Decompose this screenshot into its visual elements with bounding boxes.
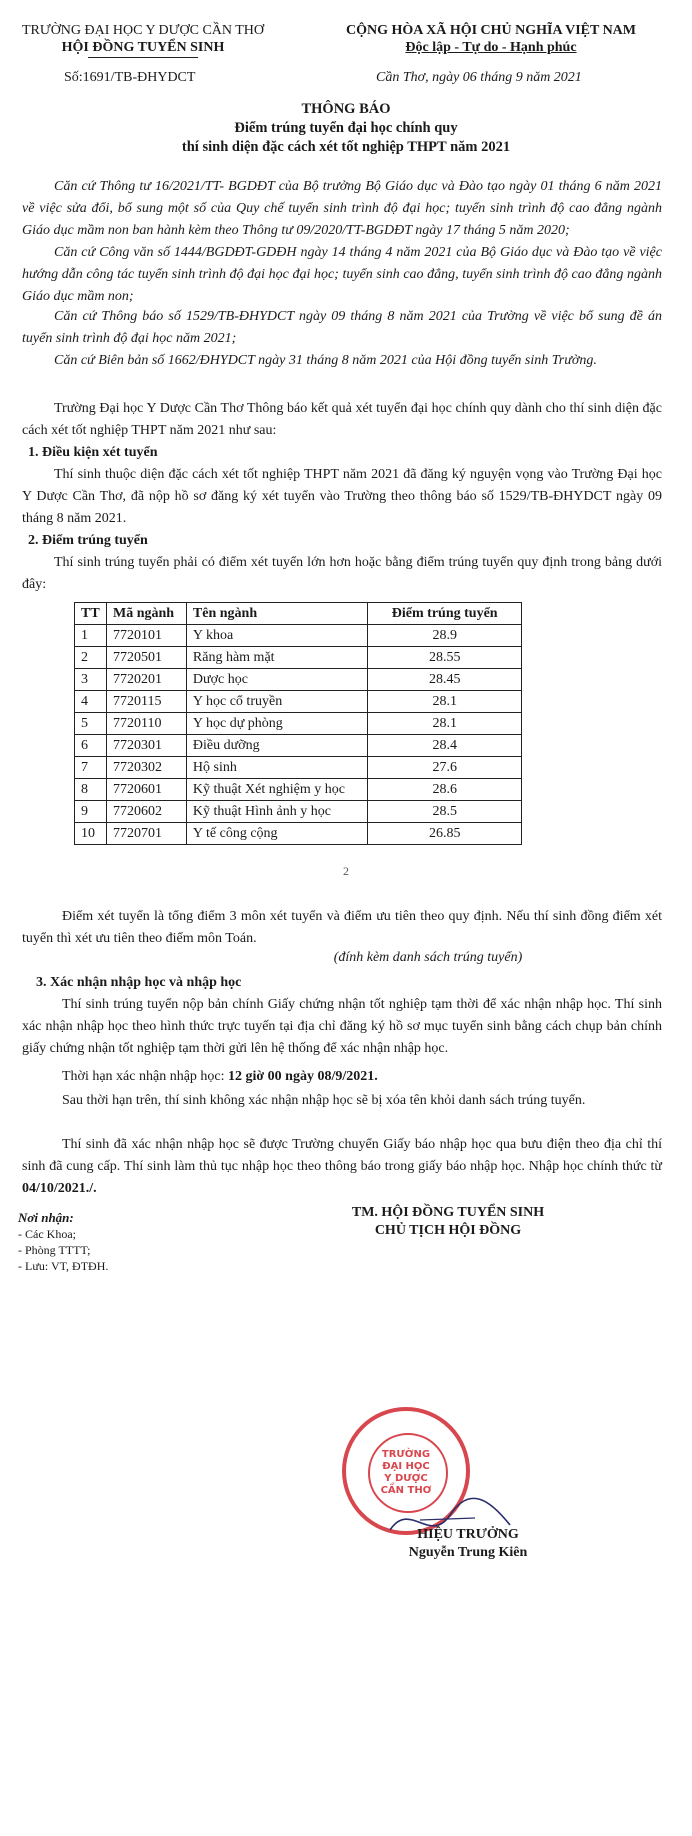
cell-major: Y học cổ truyền xyxy=(186,691,367,713)
seal-text-2: ĐẠI HỌC xyxy=(382,1461,430,1472)
intro-paragraph: Trường Đại học Y Dược Cần Thơ Thông báo kết quả xét tuyển đại học chính quy dành cho thí sinh diện đặc cách xét tốt nghiệp THPT năm 2021 như sau: xyxy=(22,401,662,438)
cell-score: 28.9 xyxy=(368,625,522,647)
col-header-score: Điểm trúng tuyển xyxy=(368,603,522,625)
section-3-para-3 xyxy=(22,1134,662,1200)
cell-score: 28.1 xyxy=(368,691,522,713)
table-row xyxy=(75,647,522,669)
col-header-no: TT xyxy=(75,603,107,625)
basis-1: Căn cứ Thông tư 16/2021/TT- BGDĐT của Bộ trưởng Bộ Giáo dục và Đào tạo ngày 01 tháng 6 năm 2021 về việc sửa đổi, bổ sung một số của Quy chế tuyển sinh trình độ đại học; tuyển sinh trình độ cao đẳng ngành Giáo dục mầm non ban hành kèm theo Thông tư 09/2020/TT-BGDĐT ngày 17 tháng 5 năm 2020; xyxy=(22,179,662,238)
cell-no: 2 xyxy=(75,647,107,669)
table-row xyxy=(75,713,522,735)
cell-code: 7720301 xyxy=(106,735,186,757)
score-note: Điểm xét tuyển là tổng điểm 3 môn xét tuyển và điểm ưu tiên theo quy định. Nếu thí sinh đồng điểm xét tuyển thì xét ưu tiên theo điểm môn Toán. xyxy=(22,909,662,946)
cell-major: Y tế công cộng xyxy=(186,823,367,845)
cell-code: 7720115 xyxy=(106,691,186,713)
cell-score: 28.6 xyxy=(368,779,522,801)
col-header-code: Mã ngành xyxy=(106,603,186,625)
country-name: CỘNG HÒA XÃ HỘI CHỦ NGHĨA VIỆT NAM xyxy=(345,23,636,38)
seal-text-1: TRƯỜNG xyxy=(381,1449,431,1460)
cell-score: 28.5 xyxy=(368,801,522,823)
cell-score: 28.1 xyxy=(368,713,522,735)
cell-major: Kỹ thuật Hình ảnh y học xyxy=(186,801,367,823)
basis-2: Căn cứ Công văn số 1444/BGDĐT-GDĐH ngày 14 tháng 4 năm 2021 của Bộ Giáo dục và Đào tạo về việc hướng dẫn công tác tuyển sinh trình độ đại học đại học; tuyển sinh cao đẳng, tuyển sinh trình độ cao đẳng ngành Giáo dục mầm non; xyxy=(22,245,662,304)
cell-score: 26.85 xyxy=(368,823,522,845)
table-row xyxy=(75,691,522,713)
table-row xyxy=(75,625,522,647)
seal-text-4: CẦN THƠ xyxy=(380,1485,432,1496)
cell-code: 7720302 xyxy=(106,757,186,779)
cell-no: 6 xyxy=(75,735,107,757)
cell-score: 28.45 xyxy=(368,669,522,691)
cell-code: 7720201 xyxy=(106,669,186,691)
cell-major: Điều dưỡng xyxy=(186,735,367,757)
table-row xyxy=(75,801,522,823)
recipients-block xyxy=(18,1210,108,1274)
cell-no: 3 xyxy=(75,669,107,691)
signature-line-1: TM. HỘI ĐỒNG TUYỂN SINH xyxy=(351,1205,545,1220)
table-header-row xyxy=(75,603,522,625)
cell-code: 7720501 xyxy=(106,647,186,669)
section-3-heading: 3. Xác nhận nhập học và nhập học xyxy=(36,975,242,990)
section-1-body: Thí sinh thuộc diện đặc cách xét tốt nghiệp THPT năm 2021 đã đăng ký nguyện vọng vào Trường Đại học Y Dược Cần Thơ, đã nộp hồ sơ đăng ký xét tuyển vào Trường theo thông báo số 1529/TB-ĐHYDCT ngày 09 tháng 8 năm 2021. xyxy=(22,467,662,526)
cell-score: 28.4 xyxy=(368,735,522,757)
signer-name: Nguyễn Trung Kiên xyxy=(408,1545,528,1560)
cell-no: 9 xyxy=(75,801,107,823)
section-1-heading: 1. Điều kiện xét tuyển xyxy=(28,445,158,460)
cell-code: 7720602 xyxy=(106,801,186,823)
table-row xyxy=(75,823,522,845)
doc-number: Số:1691/TB-ĐHYDCT xyxy=(64,70,196,85)
signer-title: HIỆU TRƯỞNG xyxy=(417,1527,519,1542)
recipient-item: - Phòng TTTT; xyxy=(18,1243,91,1257)
cell-no: 7 xyxy=(75,757,107,779)
council-name: HỘI ĐỒNG TUYỂN SINH xyxy=(61,40,225,55)
cell-no: 10 xyxy=(75,823,107,845)
cell-major: Y khoa xyxy=(186,625,367,647)
section-2-body: Thí sinh trúng tuyển phải có điểm xét tuyển lớn hơn hoặc bằng điểm trúng tuyển quy định trong bảng dưới đây: xyxy=(22,555,662,592)
page-number: 2 xyxy=(343,864,349,878)
basis-3: Căn cứ Thông báo số 1529/TB-ĐHYDCT ngày 09 tháng 8 năm 2021 của Trường về việc bổ sung đề án tuyển sinh trình độ đại học năm 2021; xyxy=(22,309,662,346)
signature-line-2: CHỦ TỊCH HỘI ĐỒNG xyxy=(374,1223,522,1238)
school-name: TRƯỜNG ĐẠI HỌC Y DƯỢC CẦN THƠ xyxy=(21,23,265,38)
seal-text-3: Y DƯỢC xyxy=(384,1473,428,1484)
section-3-para-2: Sau thời hạn trên, thí sinh không xác nhận nhập học sẽ bị xóa tên khỏi danh sách trúng tuyển. xyxy=(62,1093,586,1108)
deadline-label: Thời hạn xác nhận nhập học: xyxy=(62,1069,229,1084)
section-3-para-1: Thí sinh trúng tuyển nộp bản chính Giấy chứng nhận tốt nghiệp tạm thời để xác nhận nhập học. Thí sinh xác nhận nhập học theo hình thức trực tuyến tại địa chỉ đăng ký hồ sơ mục tuyển sinh bằng cách chụp bản chính giấy chứng nhận tốt nghiệp tạm thời gửi lên hệ thống để xác nhận nhập học. xyxy=(22,997,662,1056)
cell-major: Hộ sinh xyxy=(186,757,367,779)
recipient-item: - Lưu: VT, ĐTĐH. xyxy=(18,1259,109,1273)
deadline-line xyxy=(22,1066,662,1088)
official-date: 04/10/2021./. xyxy=(22,1181,97,1196)
admission-score-table xyxy=(74,602,522,845)
cell-major: Y học dự phòng xyxy=(186,713,367,735)
cell-no: 4 xyxy=(75,691,107,713)
table-row xyxy=(75,669,522,691)
cell-code: 7720601 xyxy=(106,779,186,801)
table-row xyxy=(75,779,522,801)
cell-no: 1 xyxy=(75,625,107,647)
cell-code: 7720701 xyxy=(106,823,186,845)
table-row xyxy=(75,757,522,779)
cell-major: Kỹ thuật Xét nghiệm y học xyxy=(186,779,367,801)
header-left-rule xyxy=(88,57,198,58)
cell-no: 8 xyxy=(75,779,107,801)
cell-score: 27.6 xyxy=(368,757,522,779)
signature-block xyxy=(318,1204,578,1240)
basis-4: Căn cứ Biên bản số 1662/ĐHYDCT ngày 31 tháng 8 năm 2021 của Hội đồng tuyển sinh Trường. xyxy=(54,353,597,368)
cell-no: 5 xyxy=(75,713,107,735)
cell-code: 7720101 xyxy=(106,625,186,647)
title-line-1: THÔNG BÁO xyxy=(301,101,391,117)
doc-date: Cần Thơ, ngày 06 tháng 9 năm 2021 xyxy=(376,70,582,85)
cell-major: Răng hàm mặt xyxy=(186,647,367,669)
section-2-heading: 2. Điểm trúng tuyển xyxy=(28,533,148,548)
recipient-item: - Các Khoa; xyxy=(18,1227,76,1241)
motto: Độc lập - Tự do - Hạnh phúc xyxy=(405,40,577,55)
doc-title xyxy=(0,100,692,157)
cell-code: 7720110 xyxy=(106,713,186,735)
motto-block xyxy=(300,22,682,56)
para-3-text: Thí sinh đã xác nhận nhập học sẽ được Trường chuyển Giấy báo nhập học qua bưu điện theo địa chỉ thí sinh đã cung cấp. Thí sinh làm thủ tục nhập học theo thông báo trong giấy báo nhập học. Nhập học chính thức từ xyxy=(22,1137,662,1174)
cell-major: Dược học xyxy=(186,669,367,691)
col-header-major: Tên ngành xyxy=(186,603,367,625)
cell-score: 28.55 xyxy=(368,647,522,669)
deadline-value: 12 giờ 00 ngày 08/9/2021. xyxy=(228,1069,378,1084)
title-line-2: Điểm trúng tuyển đại học chính quy xyxy=(234,120,458,136)
table-row xyxy=(75,735,522,757)
recipients-label: Nơi nhận: xyxy=(18,1210,74,1225)
issuer-block xyxy=(18,22,268,58)
signer-block xyxy=(368,1526,568,1562)
title-line-3: thí sinh diện đặc cách xét tốt nghiệp THPT năm 2021 xyxy=(181,139,511,155)
attachment-note: (đính kèm danh sách trúng tuyển) xyxy=(333,950,523,965)
